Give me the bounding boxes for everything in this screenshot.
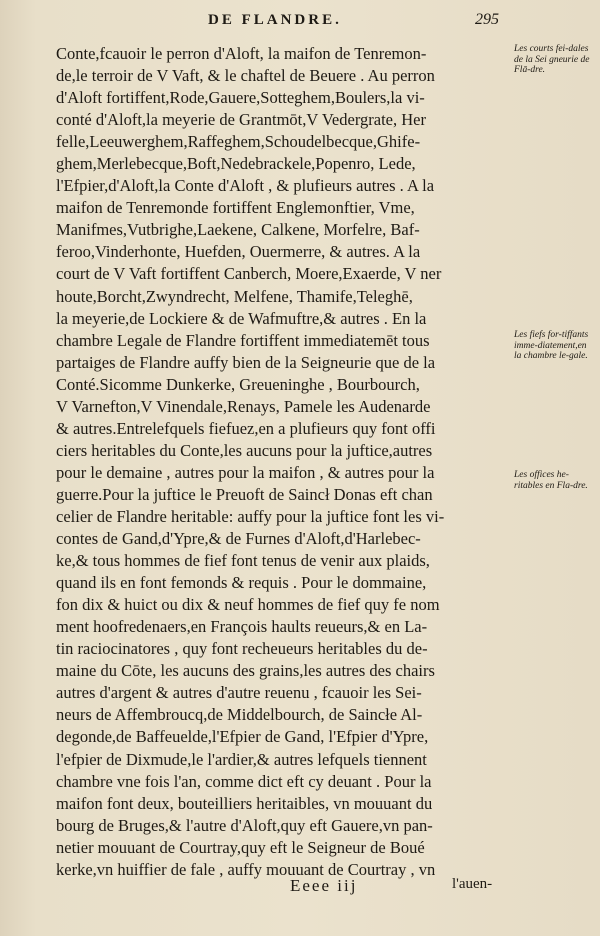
text-line: chambre Legale de Flandre fortiffent immediatemēt tous <box>56 330 430 350</box>
margin-note-feudal-courts: Les courts fei-dales de la Sei gneurie de Flā-dre. <box>514 44 590 75</box>
text-line: houte,Borcht,Zwyndrecht, Melfene, Thamife,Teleghē, <box>56 286 413 306</box>
catchword: l'auen- <box>452 876 493 892</box>
text-line: pour le demaine , autres pour la maifon , & autres pour la <box>56 462 435 482</box>
text-line: felle,Leeuwerghem,Raffeghem,Schoudelbecque,Ghife- <box>56 132 421 152</box>
text-line: guerre.Pour la juftice le Preuoft de Saincł Donas eft chan <box>56 484 433 504</box>
text-line: partaiges de Flandre auffy bien de la Seigneurie que de la <box>56 352 436 372</box>
text-line: autres d'argent & autres d'autre reuenu , fcauoir les Sei- <box>56 683 422 703</box>
text-line: bourg de Bruges,& l'autre d'Aloft,quy eft Gauere,vn pan- <box>56 815 433 835</box>
page-number: 295 <box>475 11 499 28</box>
margin-note-hereditary-offices: Les offices he-ritables en Fla-dre. <box>514 470 588 491</box>
text-line: maine du Cōte, les aucuns des grains,les autres des chairs <box>56 661 435 681</box>
text-line: Conté.Sicomme Dunkerke, Greueninghe , Bourbourch, <box>56 374 420 394</box>
text-line: maifon font deux, bouteilliers heritaibles, vn mouuant du <box>56 793 433 813</box>
text-line: degonde,de Baffeuelde,l'Efpier de Gand, l'Efpier d'Ypre, <box>56 727 429 747</box>
text-line: l'efpier de Dixmude,le l'ardier,& autres lefquels tiennent <box>56 749 427 769</box>
running-header: DE FLANDRE. <box>208 12 342 28</box>
text-line: de,le terroir de V Vaft, & le chaftel de Beuere . Au perron <box>56 66 435 86</box>
text-line: quand ils en font femonds & requis . Pour le dommaine, <box>56 573 427 593</box>
text-line: kerke,vn huiffier de fale , auffy mouuant de Courtray , vn <box>56 859 436 879</box>
text-line: la meyerie,de Lockiere & de Wafmuftre,& autres . En la <box>56 308 427 328</box>
text-line: & autres.Entrelefquels fiefuez,en a plufieurs quy font offi <box>56 418 436 438</box>
text-line: court de V Vaft fortiffent Canberch, Moere,Exaerde, V ner <box>56 264 442 284</box>
text-line: ment hoofredenaers,en François haults reueurs,& en La- <box>56 617 428 637</box>
text-line: chambre vne fois l'an, comme dict eft cy deuant . Pour la <box>56 771 432 791</box>
text-line: celier de Flandre heritable: auffy pour la juftice font les vi- <box>56 506 445 526</box>
text-line: ciers heritables du Conte,les aucuns pour la juftice,autres <box>56 440 433 460</box>
text-line: d'Aloft fortiffent,Rode,Gauere,Sotteghem,Boulers,la vi- <box>56 88 425 108</box>
text-line: V Varnefton,V Vinendale,Renays, Pamele les Audenarde <box>56 396 431 416</box>
text-line: ke,& tous hommes de fief font tenus de venir aux plaids, <box>56 551 430 571</box>
text-line: netier mouuant de Courtray,quy eft le Seigneur de Boué <box>56 837 425 857</box>
text-line: l'Efpier,d'Aloft,la Conte d'Aloft , & plufieurs autres . A la <box>56 176 435 196</box>
text-line: maifon de Tenremonde fortiffent Englemonftier, Vme, <box>56 198 415 218</box>
text-line: Manifmes,Vutbrighe,Laekene, Calkene, Morfelre, Baf- <box>56 220 420 240</box>
margin-note-fiefs: Les fiefs for-tiffants imme-diatement,en la chambre le-gale. <box>514 330 589 361</box>
text-line: neurs de Affembroucq,de Middelbourch, de Saincłe Al- <box>56 705 423 725</box>
text-line: contes de Gand,d'Ypre,& de Furnes d'Aloft,d'Harlebec- <box>56 529 421 549</box>
text-line: fon dix & huict ou dix & neuf hommes de fief quy fe nom <box>56 595 440 615</box>
text-line: feroo,Vinderhonte, Huefden, Ouermerre, & autres. A la <box>56 242 421 262</box>
text-line: tin raciocinatores , quy font recheueurs heritables du de- <box>56 639 428 659</box>
signature-mark: Eeee iij <box>290 876 358 895</box>
text-line: ghem,Merlebecque,Boft,Nedebrackele,Popenro, Lede, <box>56 154 416 174</box>
text-line: conté d'Aloft,la meyerie de Grantmōt,V Vedergrate, Her <box>56 110 426 130</box>
main-text-block <box>56 43 508 881</box>
text-line: Conte,fcauoir le perron d'Aloft, la maifon de Tenremon- <box>56 44 427 63</box>
